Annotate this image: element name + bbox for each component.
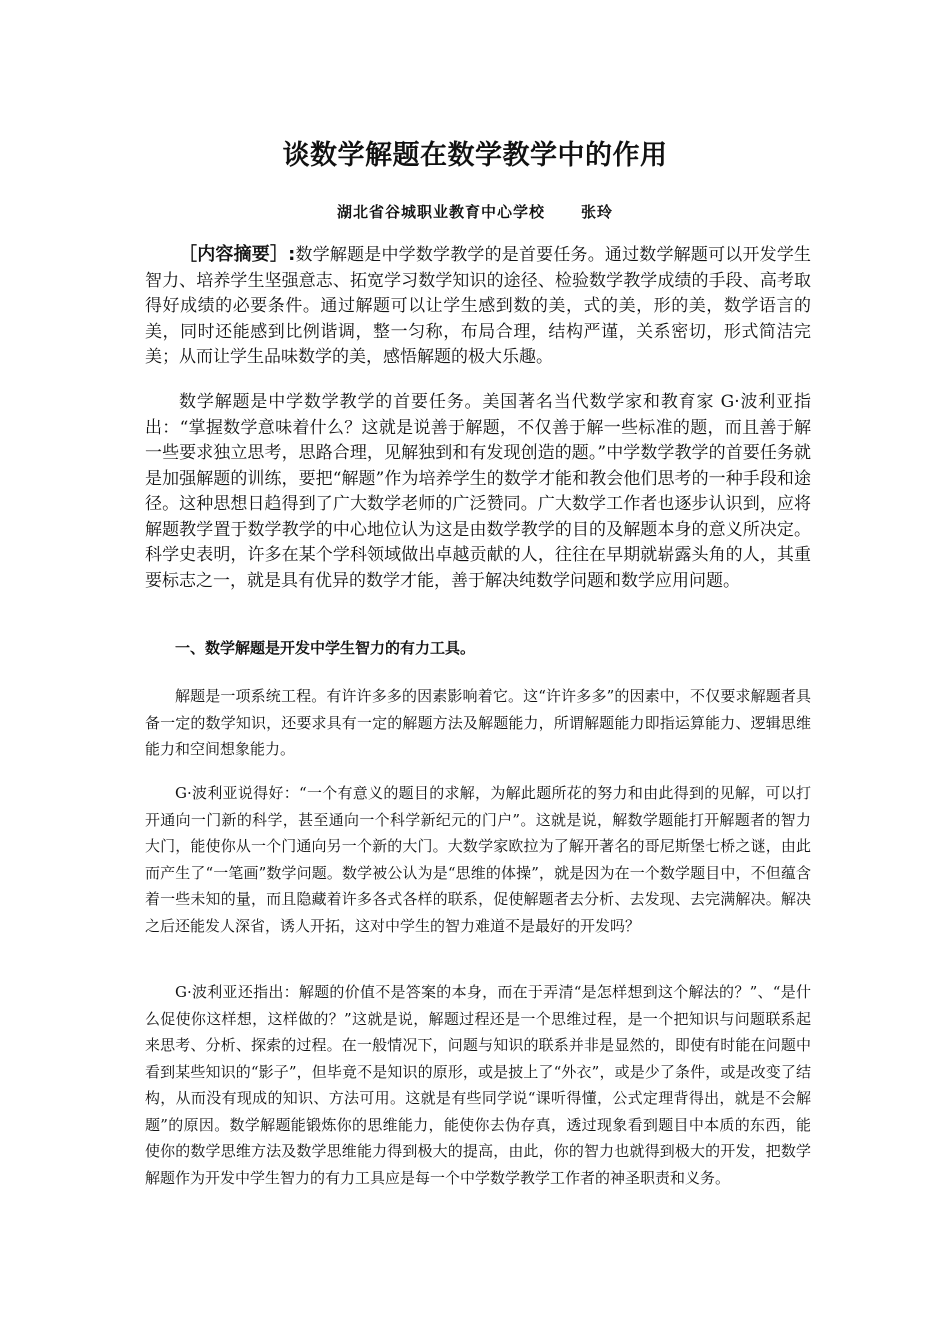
abstract-paragraph: [145, 242, 811, 371]
abstract-label: ［内容摘要］:: [179, 244, 296, 265]
body-paragraph-1: 数学解题是中学数学教学的首要任务。美国著名当代数学家和教育家 G·波利亚指出：“掌握数学意味着什么？这就是说善于解题，不仅善于解一些标准的题，而且善于解一些要求独立思考，思路合理，见解独到和有发现创造的题。”中学数学教学的首要任务就是加强解题的训练，要把“解题”作为培养学生的数学才能和教会他们思考的一种手段和途径。这种思想日趋得到了广大数学老师的广泛赞同。广大数学工作者也逐步认识到，应将解题教学置于数学教学的中心地位认为这是由数学教学的目的及解题本身的意义所决定。科学史表明，许多在某个学科领域做出卓越贡献的人，往往在早期就崭露头角的人，其重要标志之一，就是具有优异的数学才能，善于解决纯数学问题和数学应用问题。: [145, 392, 811, 591]
abstract-text: 数学解题是中学数学教学的是首要任务。通过数学解题可以开发学生智力、培养学生坚强意志、拓宽学习数学知识的途径、检验数学教学成绩的手段、高考取得好成绩的必要条件。通过解题可以让学生感到数的美，式的美，形的美，数学语言的美，同时还能感到比例谐调，整一匀称，布局合理，结构严谨，关系密切，形式简洁完美；从而让学生品味数学的美，感悟解题的极大乐趣。: [145, 245, 812, 367]
author-line: [0, 201, 950, 222]
section-heading-1: 一、数学解题是开发中学生智力的有力工具。: [175, 639, 476, 657]
body-paragraph-3: G·波利亚说得好：“一个有意义的题目的求解，为解此题所花的努力和由此得到的见解，可以打开通向一门新的科学，甚至通向一个科学新纪元的门户”。这就是说，解数学题能打开解题者的智力大门，能使你从一个门通向另一个新的大门。大数学家欧拉为了解开著名的哥尼斯堡七桥之谜，由此而产生了“一笔画”数学问题。数学被公认为是“思维的体操”，就是因为在一个数学题目中，不但蕴含着一些未知的量，而且隐藏着许多各式各样的联系，促使解题者去分析、去发现、去完满解决。解决之后还能发人深省，诱人开拓，这对中学生的智力难道不是最好的开发吗？: [145, 784, 811, 935]
author-name: 张玲: [581, 203, 614, 221]
body-paragraph-2: 解题是一项系统工程。有许许多多的因素影响着它。这“许许多多”的因素中，不仅要求解题者具备一定的数学知识，还要求具有一定的解题方法及解题能力，所谓解题能力即指运算能力、逻辑思维能力和空间想象能力。: [145, 687, 811, 758]
body-paragraph-4: G·波利亚还指出：解题的价值不是答案的本身，而在于弄清“是怎样想到这个解法的？”、“是什么促使你这样想，这样做的？”这就是说，解题过程还是一个思维过程，是一个把知识与问题联系起来思考、分析、探索的过程。在一般情况下，问题与知识的联系并非是显然的，即使有时能在问题中看到某些知识的“影子”，但毕竟不是知识的原形，或是披上了“外衣”，或是少了条件，或是改变了结构，从而没有现成的知识、方法可用。这就是有些同学说“课听得懂，公式定理背得出，就是不会解题”的原因。数学解题能锻炼你的思维能力，能使你去伪存真，透过现象看到题目中本质的东西，能使你的数学思维方法及数学思维能力得到极大的提高，由此，你的智力也就得到极大的开发，把数学解题作为开发中学生智力的有力工具应是每一个中学数学教学工作者的神圣职责和义务。: [145, 983, 811, 1187]
document-title: 谈数学解题在数学教学中的作用: [282, 140, 668, 171]
author-affiliation: 湖北省谷城职业教育中心学校: [336, 203, 545, 221]
